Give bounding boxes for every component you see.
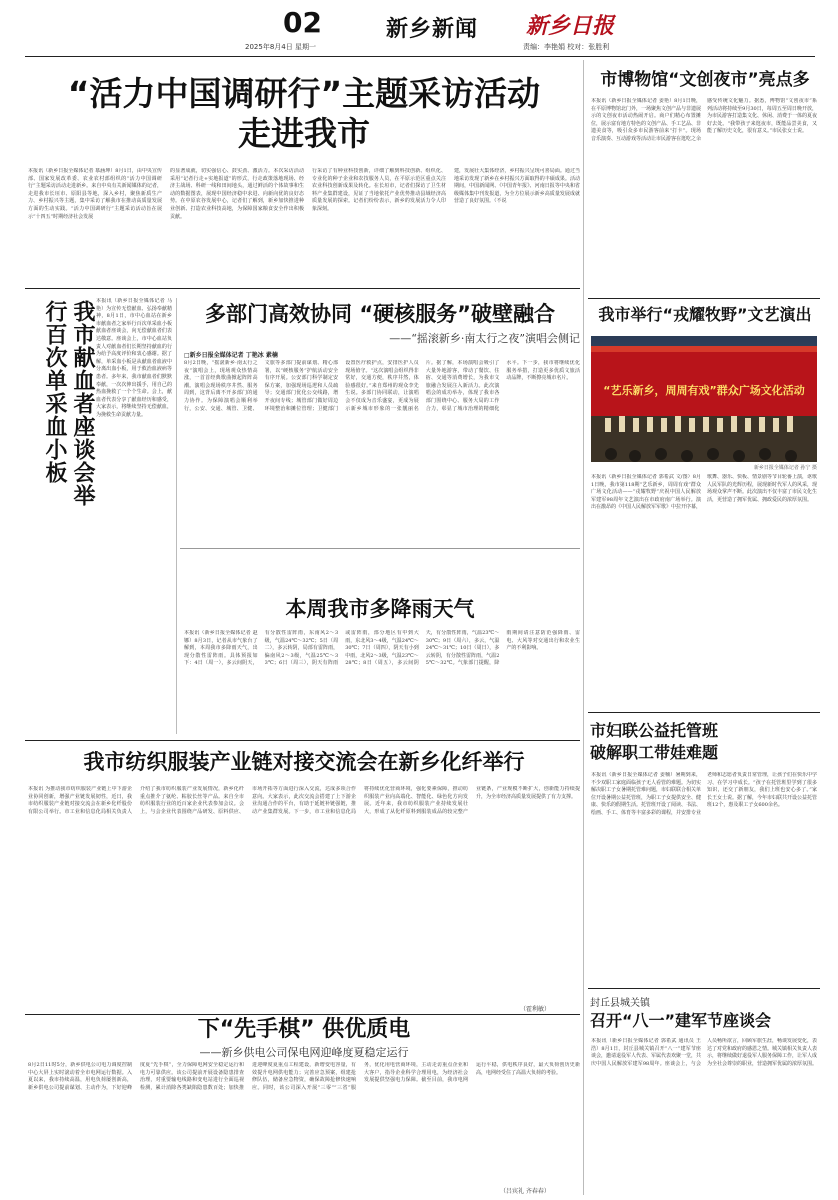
lead-body-col3: 行采访了有种业科技创新，详细了解到科技创新、组织化、专业化的种子企业和农技服务人员，在平原示范区重点关注农业科技创新成果及转化。在长垣市，记者们探访了卫生材料产业集群建设，见证了当地依托产业优势推动县域经济高质量发展的探索。记者们纷纷表示，新乡的发展活力令人印象深刻。: [312, 168, 446, 212]
performance-bottom-rule: [588, 712, 820, 713]
museum-body: 本报讯（新乡日报全媒体记者 姜艳）8月1日晚，在平原博物馆北门外，一场聚焦文创产品与非遗展示的文创夜市活动热闹开启。商户们精心布置摊位，展示富有地方特色的文创产品、手工艺品、非遗美食等，吸引众多市民游客前来“打卡”。现场音乐演奏、互动游戏等活动让市民游客在逛吃之余感受传统文化魅力。据悉，博物馆“文创夜市”系列活动将持续至9月30日，每周五至周日晚开放，为市民游客打造集文化、休闲、消费于一体的夏夜好去处。“我带孩子来逛夜市，既能品尝美食，又能了解历史文化，很有意义。”市民张女士说。: [591, 98, 817, 142]
weather-headline: 本周我市多降雨天气: [285, 597, 475, 621]
lead-bottom-rule: [25, 288, 580, 289]
textile-bottom-rule: [25, 1014, 580, 1015]
textile-credit: （霍利敏）: [520, 1006, 551, 1013]
museum-headline: 市博物馆“文创夜市”亮点多: [600, 70, 810, 90]
lead-body-col1: 本报讯（新乡日报全媒体记者 慕涵坤）8月1日，由中央宣传部、国家发展改革委、农业农村部组织的“活力中国调研行”主题采访活动走进新乡。来自中央有关新闻媒体的记者，走进我市长垣市、原阳县等地，深入乡村，聚焦新质生产力、乡村振兴等主题，集中采访了解我市在推动高质量发展方面的生动实践。“活力中国调研行”主题采访活动旨在展示“十四五”时期经济社会发展: [28, 168, 162, 220]
concert-subtitle: ——“摇滚新乡·南太行之夜”演唱会侧记: [389, 332, 580, 345]
performance-body: 本报讯（新乡日报全媒体记者 郭希武 文/图）8月1日晚，我市第118期“艺乐新乡，周周有戏”群众广场文化活动——“戎耀牧野”庆祝中国人民解放军建军98周年文艺演出在市政府南广场举行。演出在激昂的《中国人民解放军军歌》中拉开序幕，歌舞、器乐、快板、情景剧等节目轮番上演，讴歌人民军队的光辉历程，展现新时代军人的风采，现场观众掌声不断。此次演出不仅丰富了市民文化生活，更营造了拥军优属、拥政爱民的浓厚氛围。: [591, 474, 817, 511]
childcare-headline-line1: 市妇联公益托管班: [590, 721, 719, 740]
page-date: 2025年8月4日 星期一: [245, 43, 316, 51]
masthead: [0, 0, 838, 58]
concert-headline: 多部门高效协同 “硬核服务”破壁融合: [205, 302, 555, 326]
lead-headline-line1: “活力中国调研行”主题采访活动: [67, 74, 541, 113]
stage-banner-text: “艺乐新乡，周周有戏”群众广场文化活动: [603, 384, 805, 397]
fengqiu-headline: 召开“八一”建军节座谈会: [590, 1011, 772, 1030]
power-subtitle: ——新乡供电公司保电网迎峰度夏稳定运行: [199, 1046, 409, 1059]
lead-headline-line2: 走进我市: [238, 114, 370, 153]
newspaper-logo: 新乡日报: [526, 13, 615, 39]
power-body: 8月2日11时5分，新乡供电公司电力调度控制中心大屏上实时滚动着全市电网运行数据。入夏以来，我市持续高温，用电负荷屡创新高，新乡供电公司提前谋划、主动作为，下好迎峰度夏“先手棋”，全力保障电网安全稳定运行和电力可靠供应。该公司提前开展设备隐患排查治理，对重要输电线路和变电站进行全面巡视检测，累计消除各类缺陷隐患数百处；加快推进迎峰度夏重点工程建设，新增变电容量，有效提升电网供电能力；完善应急预案，组建抢修队伍，储备应急物资，确保故障抢修快速响应。同时，该公司深入开展“三零”“三省”服务，优化用电营商环境，主动走访重点企业和大客户，指导企业科学合理用电，为经济社会发展提供坚强电力保障。截至目前，我市电网运行平稳，供电秩序良好，最大负荷创历史新高，电网经受住了高温大负荷的考验。: [28, 1062, 580, 1091]
section-title: 新乡新闻: [386, 17, 479, 42]
column-divider: [583, 60, 584, 1195]
performance-photo: [591, 336, 817, 462]
fengqiu-body: 本报讯（新乡日报全媒体记者 郭希武 通讯员 王浩）8月1日，封丘县城关镇召开“八一”建军节座谈会，邀请退役军人代表、军属代表欢聚一堂，共庆中国人民解放军建军98周年。座谈会上，与会人员畅所欲言，回顾军旅生涯，畅谈发展变化，表达了对党和政府的感恩之情。城关镇相关负责人表示，将继续做好退役军人服务保障工作，让军人成为全社会尊崇的职业，营造拥军优属的浓厚氛围。: [591, 1038, 817, 1067]
textile-body: 本报讯 为推动我市纺织服装产业链上中下游企业协同创新，增强产业链发展韧性，近日，我市纺织服装产业链对接交流会在新乡化纤股份有限公司举行。市工业和信息化局相关负责人介绍了我市纺织服装产业发展情况，新乡化纤重点推介了氨纶、粘胶长丝等产品。来自全市纺织服装行业的近百家企业代表参加会议。会上，与会企业代表围绕产品研发、原料供应、市场开拓等方面进行深入交流，达成多项合作意向。大家表示，此次交流会搭建了上下游企业沟通合作的平台，有助于延链补链强链，推动产业集群发展。下一步，市工业和信息化局将持续优化营商环境，强化要素保障，推动纺织服装产业向高端化、智能化、绿色化方向发展。近年来，我市纺织服装产业持续发展壮大，形成了从化纤原料到服装成品的较完整产业链条，产业规模不断扩大，创新能力持续提升，为全市经济高质量发展提供了有力支撑。: [28, 786, 580, 815]
textile-headline: 我市纺织服装产业链对接交流会在新乡化纤举行: [83, 750, 525, 774]
power-headline: 下“先手棋” 供优质电: [197, 1017, 411, 1042]
stage-photo-image: [591, 336, 817, 462]
museum-bottom-rule: [588, 298, 820, 299]
lead-body-col4: 建，发展壮大集体经济，乡村振兴呈现可喜局面。通过当地采访发现了新乡在乡村振兴方面取得的丰硕成果。活动期间，中国新闻网、《中国青年报》、河南日报等中央和省级媒体集中刊发报道，为全方位展示新乡高质量发展成就营造了良好氛围。（不说: [454, 168, 580, 205]
lead-headline: [28, 74, 580, 154]
fengqiu-kicker: 封丘县城关镇: [590, 998, 650, 1009]
performance-headline: 我市举行“戎耀牧野”文艺演出: [598, 305, 812, 324]
blood-donation-body: 本报讯（新乡日报全媒体记者 马艳）为宣传无偿献血、弘扬奉献精神，8月1日，市中心血站在新乡市献血者之家举行百次单采血小板献血者座谈会，向无偿献血者们表达敬意。座谈会上，市中心血站负责人对献血者们长期坚持献血的行为给予高度评价和衷心感谢。据了解，单采血小板是从献血者血液中分离出血小板，用于救治血液病等患者。多年来，我市献血者们默默奉献，一次次伸出援手，用自己的热血挽救了一个个生命。会上，献血者代表分享了献血经历和感受，大家表示，将继续坚持无偿献血，为挽救生命贡献力量。: [96, 298, 172, 418]
concert-body: 8月2日晚，“摇滚新乡·南太行之夜”演唱会上，现场观众热情高涨，一首首经典歌曲掀起阵阵高潮。演唱会现场秩序井然、服务周到，这背后离不开多部门的通力协作。为保障演唱会顺利举行，公安、交通、城管、卫健、文旅等多部门提前谋划、精心部署，以“硬核服务”护航活动安全有序开展。公安部门科学制定安保方案，加强现场巡逻和人员疏导；交通部门优化公交线路，增开夜间专线；城管部门做好周边环境整治和摊位管理；卫健部门设置医疗救护点，安排医护人员现场值守。“这次演唱会组织得非常好，交通方便，秩序井然，体验感很好。”来自郑州的观众李先生说。多部门协同联动，让演唱会不仅成为音乐盛宴，更成为展示新乡城市形象的一张靓丽名片。据了解，本场演唱会吸引了大量外地游客，带动了餐饮、住宿、交通等消费增长，为我市文旅融合发展注入新活力。此次演唱会的成功举办，体现了我市各部门围绕中心、服务大局的工作合力，彰显了城市治理的精细化水平。下一步，我市将继续优化服务举措，打造更多优质文旅活动品牌，不断擦亮城市名片。: [184, 360, 580, 412]
performance-photo-credit: 新乡日报全媒体记者 孙宁 摄: [753, 465, 817, 471]
childcare-headline-line2: 破解职工带娃难题: [590, 743, 719, 762]
concert-bottom-rule: [180, 548, 580, 549]
blood-donation-headline: 我市献血者座谈会举行百次单采血小板: [42, 300, 95, 507]
lead-body-col2: 的显著成就，切实强信心、鼓实劲、激活力。本次采访活动采用“记者行走+实地报道”的形式，行走政策落地现场、经济主战场、科研一线和田间地头，通过鲜活的个体故事和生动的数据图表，展现中国经济稳中求进、向新向优的良好态势。在中原农谷发展中心，记者们了解到，新乡加快推进种业创新、打造农业科技高地，为保障国家粮食安全作出积极贡献。: [170, 168, 304, 220]
power-credit: （吕宾礼 齐春春）: [500, 1188, 550, 1195]
blood-divider: [176, 298, 177, 734]
weather-body: 本报讯（新乡日报全媒体记者 赵娜）8月3日，记者从市气象台了解到，本周我市多降雨天气，出现分散性雷阵雨。具体预报如下：4日（周一），多云间阴天，有分散性雷阵雨，东南风2～3级，气温24℃～32℃；5日（周二），多云转阴，局部有雷阵雨，偏南风2～3级，气温25℃～33℃；6日（周三），阴天有阵雨或雷阵雨，部分地区有中到大雨，东北风3～4级，气温24℃～30℃；7日（周四），阴天有小到中雨，北风2～3级，气温23℃～28℃；8日（周五），多云间阴天，有分散性阵雨，气温23℃～30℃；9日（周六），多云，气温24℃～31℃；10日（周日），多云转阴，有分散性雷阵雨，气温25℃～32℃。气象部门提醒，降雨期间请注意防范强降雨、雷电、大风等对交通出行和农业生产的不利影响。: [184, 630, 580, 667]
weather-bottom-rule: [25, 740, 580, 741]
concert-byline: □新乡日报全媒体记者 丁艳冰 素楠: [184, 352, 278, 359]
childcare-bottom-rule: [588, 988, 820, 989]
page-number: 02: [283, 6, 322, 39]
childcare-body: 本报讯（新乡日报全媒体记者 姜楠）暑期到来，不少双职工家庭面临孩子无人看管的难题。为切实解决职工子女暑期托管难问题，市妇联联合相关单位开设暑期公益托管班，为职工子女提供安全、健康、快乐的假期生活。托管班开设了阅读、书法、绘画、手工、体育等丰富多彩的课程，并安排专业老师和志愿者负责日常管理，让孩子们在快乐中学习、在学习中成长。“孩子在托管班里学到了很多知识，还交了新朋友，我们上班也安心多了。”家长王女士说。据了解，今年市妇联共开设公益托管班12个，惠及职工子女600余名。: [591, 772, 817, 816]
masthead-rule: [25, 56, 815, 57]
editor-credits: 责编：李艳娟 校对：张胜利: [523, 43, 610, 51]
